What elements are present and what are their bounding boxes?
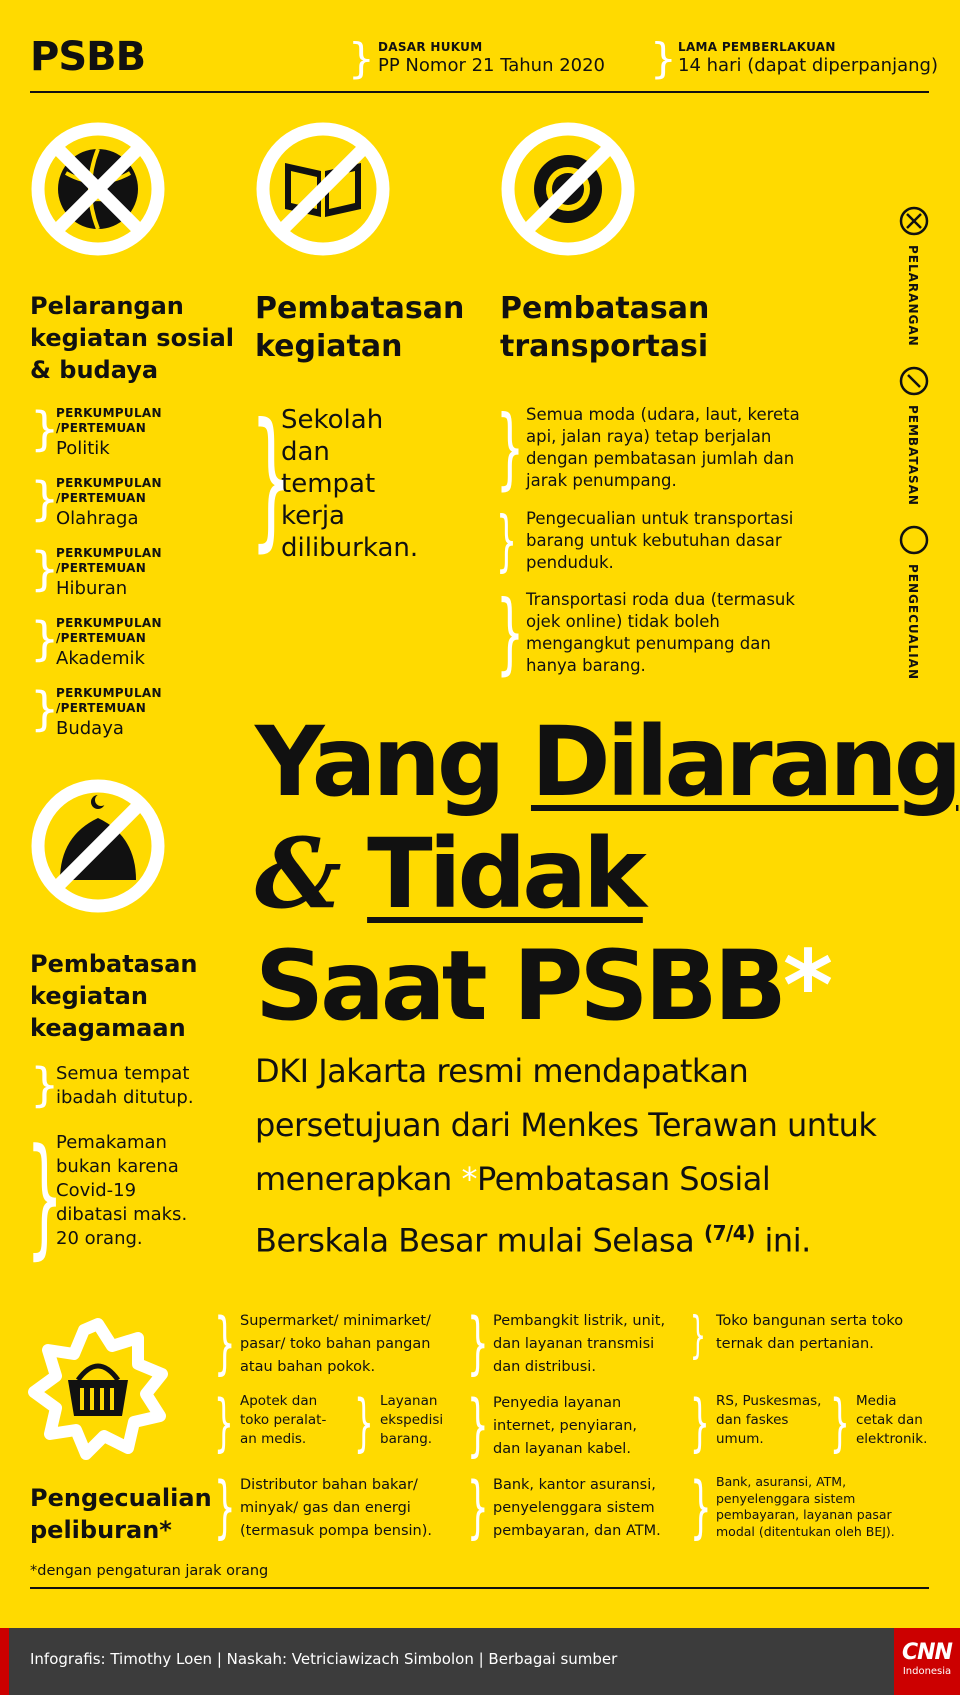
duration-label: LAMA PEMBERLAKUAN bbox=[678, 40, 836, 54]
religion-title: Pembatasan kegiatan keagamaan bbox=[30, 950, 198, 1042]
transport-title: Pembatasan transportasi bbox=[500, 291, 710, 364]
intro-paragraph: DKI Jakarta resmi mendapatkan persetujuan dari Menkes Terawan untuk menerapkan *Pembatasan Sosial Berskala Besar mulai Selasa $^{(7/4)}$ ini. bbox=[255, 1052, 877, 1260]
basket-badge-icon bbox=[22, 1310, 174, 1462]
ban-sports-icon bbox=[30, 121, 166, 257]
brace-icon: } bbox=[348, 34, 375, 83]
footer-credits: Infografis: Timothy Loen | Naskah: Vetriciawizach Simbolon | Berbagai sumber bbox=[30, 1650, 618, 1668]
headline: Yang Dilarang & Tidak Saat PSBB* bbox=[255, 706, 959, 1042]
footnote: *dengan pengaturan jarak orang bbox=[30, 1563, 269, 1579]
legend-ban-label: PELARANGAN bbox=[906, 245, 920, 347]
legend-limit-label: PEMBATASAN bbox=[906, 405, 920, 506]
activity-body: Sekolah dan tempat kerja diliburkan. bbox=[281, 405, 419, 563]
cnn-logo: CNN Indonesia bbox=[894, 1628, 960, 1695]
exceptions-title: Pengecualian peliburan* bbox=[30, 1484, 212, 1544]
footnote-divider bbox=[30, 1587, 929, 1589]
legal-basis-value: PP Nomor 21 Tahun 2020 bbox=[378, 55, 606, 76]
legend-exception-label: PENGECUALIAN bbox=[906, 564, 920, 680]
ban-mosque-icon bbox=[30, 778, 166, 914]
limit-book-icon bbox=[255, 121, 391, 257]
limit-wheel-icon bbox=[500, 121, 636, 257]
social-title: Pelarangan kegiatan sosial & budaya bbox=[30, 292, 235, 384]
header-divider bbox=[30, 91, 929, 93]
footer-bar bbox=[0, 1628, 960, 1695]
brace-icon: } bbox=[650, 34, 677, 83]
exception-legend-icon bbox=[899, 525, 929, 555]
brace-icon: } bbox=[250, 392, 293, 566]
header-title: PSBB bbox=[30, 34, 146, 80]
legal-basis-label: DASAR HUKUM bbox=[378, 40, 483, 54]
limit-legend-icon bbox=[899, 366, 929, 396]
footer-accent bbox=[0, 1628, 9, 1695]
ban-legend-icon bbox=[899, 206, 929, 236]
duration-value: 14 hari (dapat diperpanjang) bbox=[678, 55, 938, 76]
activity-title: Pembatasan kegiatan bbox=[255, 291, 465, 364]
